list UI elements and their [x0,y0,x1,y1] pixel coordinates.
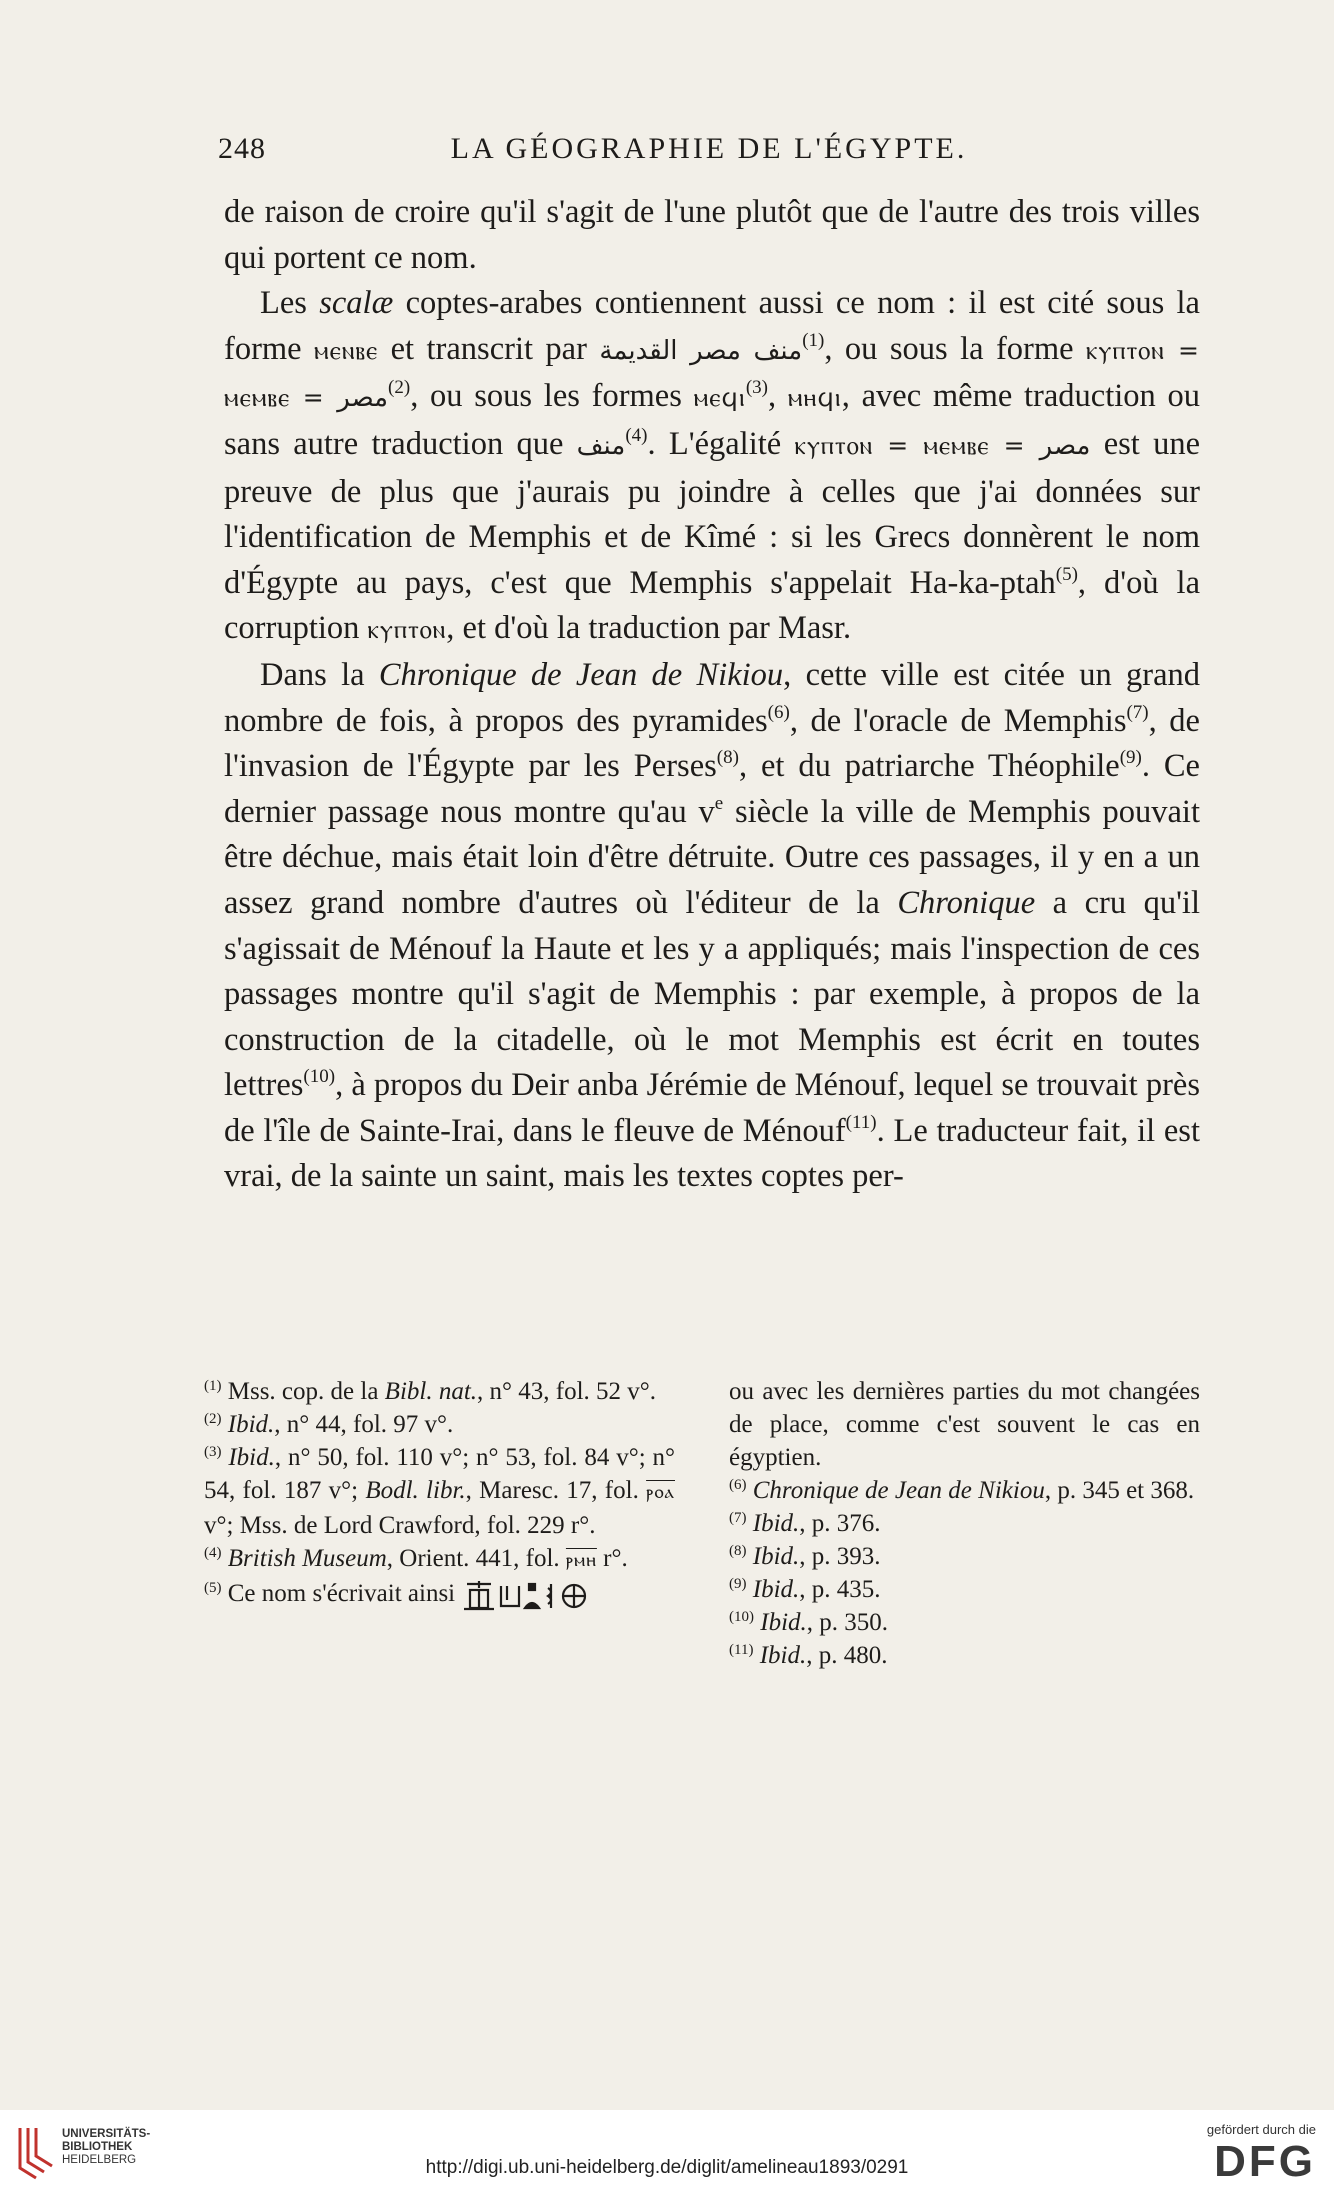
running-header [218,132,1200,166]
funded-by-label: gefördert durch die [1206,2122,1316,2137]
coptic-word: ⲙⲉϥⲓ [693,383,746,413]
footnote-ref: (8) [716,747,739,769]
coptic-word: ⲕⲩⲡⲧⲟⲛ = ⲙⲉⲙⲃⲉ = [224,335,1200,413]
coptic-word: ⲕⲩⲡⲧⲟⲛ [367,615,447,645]
footnote-ref: (5) [1055,563,1078,585]
library-name-line1: UNIVERSITÄTS- [62,2128,151,2140]
footnote-ref: (11) [845,1111,877,1133]
arabic-word: منف [576,430,626,461]
footnote-5: $^{(5)}$ Ce nom s'écrivait ainsi [204,1577,675,1612]
footnote-10: $^{(10)}$ Ibid., p. 350. [729,1609,889,1636]
coptic-word: ⲙⲏϥⲓ [787,383,842,413]
library-name-line2: BIBLIOTHEK [62,2141,133,2153]
running-title: LA GÉOGRAPHIE DE L'ÉGYPTE. [450,132,968,165]
page-number: 248 [218,132,266,165]
paragraph-2: Les scalæ coptes-arabes contiennent aussi ce nom : il est cité sous la forme ⲙⲉⲛⲃⲉ et transcrit par منف مصر القديمة$^{(1)}$, ou sous la forme ⲕⲩⲡⲧⲟⲛ = ⲙⲉⲙⲃⲉ = مصر$^{(2)}$, ou sous les formes ⲙⲉϥⲓ$^{(3)}$, ⲙⲏϥⲓ, avec même traduction ou sans autre traduction que منف$^{(4)}$. L'égalité ⲕⲩⲡⲧⲟⲛ = ⲙⲉⲙⲃⲉ = مصر est une preuve de plus que j'aurais pu joindre à celles que j'ai données sur l'identification de Memphis et de Kîmé : si les Grecs donnèrent le nom d'Égypte au pays, c'est que Memphis s'appelait Ha-ka-ptah$^{(5)}$, d'où la corruption ⲕⲩⲡⲧⲟⲛ, et d'où la traduction par Masr. [224,285,1200,647]
footnote-ref: (2) [388,377,411,399]
footnote-1: $^{(1)}$ Mss. cop. de la Bibl. nat., n° 43, fol. 52 v°. [204,1378,657,1405]
footnote-7: $^{(7)}$ Ibid., p. 376. [729,1510,881,1537]
coptic-folio: ⲣⲙⲏ [565,1549,597,1571]
footnote-ref: (7) [1126,701,1149,723]
permalink-url[interactable]: http://digi.ub.uni-heidelberg.de/diglit/amelineau1893/0291 [425,2157,909,2178]
footnote-ref: (6) [767,701,790,723]
footnote-4: $^{(4)}$ British Museum, Orient. 441, fol. ⲣⲙⲏ r°. [204,1545,628,1572]
footnote-2: $^{(2)}$ Ibid., n° 44, fol. 97 v°. [204,1411,454,1438]
coptic-folio: ⲣⲟⲁ [646,1481,675,1503]
footnote-3: $^{(3)}$ Ibid., n° 50, fol. 110 v°; n° 53, fol. 84 v°; n° 54, fol. 187 v°; Bodl. libr., Maresc. 17, fol. ⲣⲟⲁ v°; Mss. de Lord Crawford, fol. 229 r°. [204,1444,676,1539]
footnotes-right-column [729,1375,1200,1672]
dfg-funding-logo[interactable] [1207,2122,1316,2187]
footnote-9: $^{(9)}$ Ibid., p. 435. [729,1576,881,1603]
coptic-word: ⲙⲉⲛⲃⲉ [314,335,379,365]
coptic-word: ⲕⲩⲡⲧⲟⲛ = ⲙⲉⲙⲃⲉ = [794,430,1040,460]
paragraph-1: de raison de croire qu'il s'agit de l'une plutôt que de l'autre des trois villes qui portent ce nom. [224,194,1200,276]
hieroglyph-name-icon [461,1578,591,1612]
footnote-ref: (1) [802,329,825,351]
footnote-6: $^{(6)}$ Chronique de Jean de Nikiou, p. 345 et 368. [729,1477,1195,1504]
footnote-ref: (3) [745,377,769,399]
footnote-ref: (10) [303,1066,336,1088]
footnotes [204,1375,1200,1672]
arabic-word: مصر [337,383,389,414]
footnote-ref: (9) [1119,747,1142,769]
dfg-logo-text: DFG [1214,2137,1316,2186]
footnotes-left-column [204,1375,675,1672]
main-text [224,190,1200,1200]
footnote-11: $^{(11)}$ Ibid., p. 480. [729,1642,888,1669]
paragraph-3: Dans la Chronique de Jean de Nikiou, cette ville est citée un grand nombre de fois, à propos des pyramides$^{(6)}$, de l'oracle de Memphis$^{(7)}$, de l'invasion de l'Égypte par les Perses$^{(8)}$, et du patriarche Théophile$^{(9)}$. Ce dernier passage nous montre qu'au $v^e$ siècle la ville de Memphis pouvait être déchue, mais était loin d'être détruite. Outre ces passages, il y en a un assez grand nombre d'autres où l'éditeur de la Chronique a cru qu'il s'agissait de Ménouf la Haute et les y a appliqués; mais l'inspection de ces passages montre qu'il s'agit de Memphis : par exemple, à propos de la construction de la citadelle, où le mot Memphis est écrit en toutes lettres$^{(10)}$, à propos du Deir anba Jérémie de Ménouf, lequel se trouvait près de l'île de Sainte-Irai, dans le fleuve de Ménouf$^{(11)}$. Le traducteur fait, il est vrai, de la sainte un saint, mais les textes coptes per- [224,656,1201,1195]
footnote-8: $^{(8)}$ Ibid., p. 393. [729,1543,881,1570]
library-name-line3: HEIDELBERG [62,2154,137,2166]
footnote-ref: (4) [625,424,648,446]
arabic-word: منف مصر القديمة [599,335,803,366]
footnote-5-continued: ou avec les dernières parties du mot changées de place, comme c'est souvent le cas en égyptien. [729,1378,1200,1471]
arabic-word: مصر [1039,430,1091,461]
